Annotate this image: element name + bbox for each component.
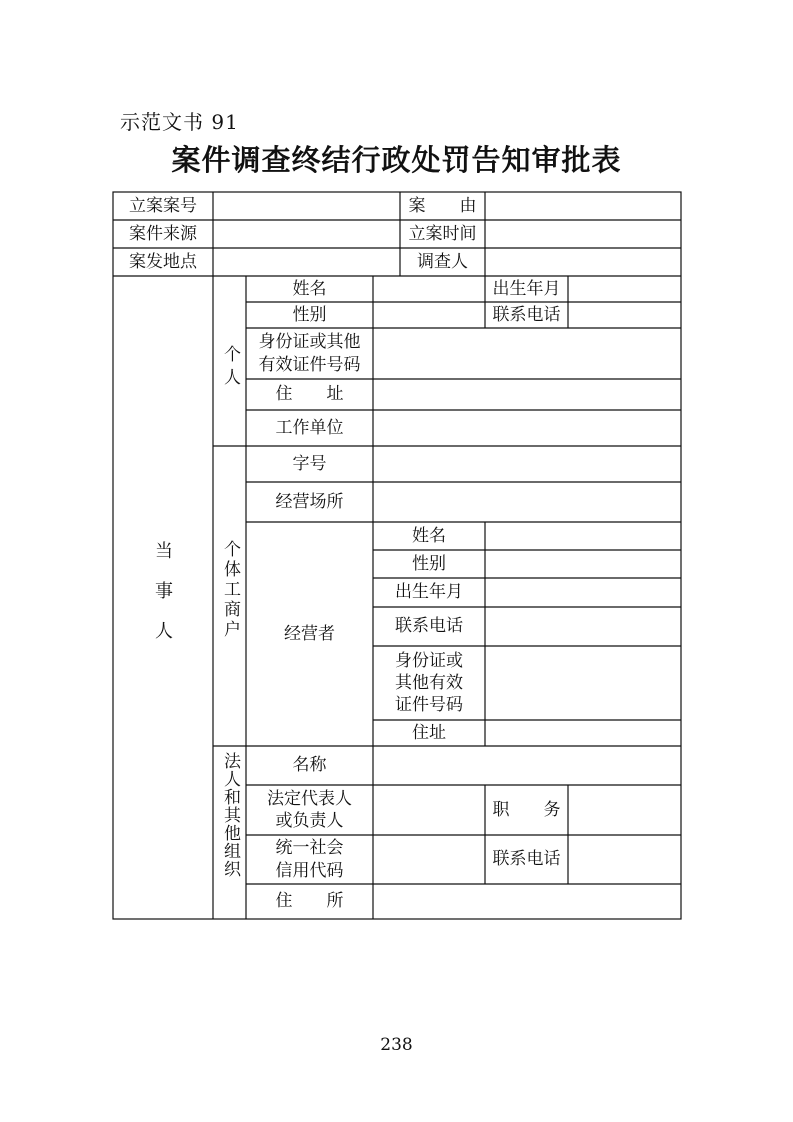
credit-code-field[interactable] bbox=[373, 835, 485, 884]
individual-phone-label: 联系电话 bbox=[492, 304, 561, 325]
individual-address-label: 住 址 bbox=[275, 384, 344, 405]
legal-rep-label bbox=[246, 785, 373, 835]
investigator-label: 调查人 bbox=[417, 251, 468, 272]
cause-label: 案 由 bbox=[408, 195, 477, 216]
individual-group-text: 个人 bbox=[220, 345, 240, 391]
filing-time-field[interactable] bbox=[485, 220, 681, 248]
individual-name-field[interactable] bbox=[373, 276, 485, 302]
operator-id-label bbox=[373, 646, 485, 720]
premises-field[interactable] bbox=[373, 482, 681, 522]
business-group-text: 个体工商户 bbox=[220, 540, 240, 640]
credit-code-line1: 统一社会 bbox=[275, 838, 344, 859]
legal-rep-line1: 法定代表人 bbox=[267, 788, 352, 809]
credit-code-line2: 信用代码 bbox=[275, 860, 344, 881]
operator-id-line3: 证件号码 bbox=[395, 695, 463, 716]
document-number: 示范文书 91 bbox=[120, 110, 239, 134]
domicile-field[interactable] bbox=[373, 884, 681, 919]
individual-address-field[interactable] bbox=[373, 379, 681, 410]
individual-gender-label: 性别 bbox=[292, 304, 327, 325]
cause-field[interactable] bbox=[485, 192, 681, 220]
operator-name-label: 姓名 bbox=[412, 525, 446, 546]
party-section-label bbox=[150, 541, 174, 641]
filing-time-label: 立案时间 bbox=[408, 223, 477, 244]
operator-id-line2: 其他有效 bbox=[395, 672, 463, 693]
individual-name-label: 姓名 bbox=[292, 278, 327, 299]
case-source-field[interactable] bbox=[213, 220, 400, 248]
page-number: 238 bbox=[380, 1035, 413, 1055]
business-group-label bbox=[218, 540, 242, 640]
individual-id-label bbox=[246, 328, 373, 379]
case-no-label: 立案案号 bbox=[129, 195, 197, 216]
legal-rep-line2: 或负责人 bbox=[275, 811, 344, 831]
operator-birth-label: 出生年月 bbox=[395, 582, 463, 603]
location-label: 案发地点 bbox=[129, 251, 197, 272]
individual-phone-field[interactable] bbox=[568, 302, 681, 328]
individual-id-line2: 有效证件号码 bbox=[258, 354, 361, 375]
page-title: 案件调查终结行政处罚告知审批表 bbox=[171, 143, 622, 177]
legal-phone-label: 联系电话 bbox=[492, 849, 561, 870]
legal-rep-field[interactable] bbox=[373, 785, 485, 835]
individual-id-line1: 身份证或其他 bbox=[258, 332, 361, 353]
operator-phone-label: 联系电话 bbox=[395, 616, 463, 637]
case-source-label: 案件来源 bbox=[129, 223, 197, 244]
trade-name-label: 字号 bbox=[292, 453, 327, 474]
operator-id-field[interactable] bbox=[485, 646, 681, 720]
trade-name-field[interactable] bbox=[373, 446, 681, 482]
individual-birth-label: 出生年月 bbox=[492, 278, 561, 299]
operator-address-field[interactable] bbox=[485, 720, 681, 746]
location-field[interactable] bbox=[213, 248, 400, 276]
operator-label: 经营者 bbox=[284, 623, 335, 644]
premises-label: 经营场所 bbox=[275, 491, 344, 512]
credit-code-label bbox=[246, 835, 373, 884]
legal-group-text: 法人和其他组织 bbox=[220, 752, 240, 878]
case-no-field[interactable] bbox=[213, 192, 400, 220]
operator-birth-field[interactable] bbox=[485, 578, 681, 607]
operator-phone-field[interactable] bbox=[485, 607, 681, 646]
org-name-label: 名称 bbox=[292, 755, 327, 776]
position-field[interactable] bbox=[568, 785, 681, 835]
party-section-text: 当 事 人 bbox=[152, 541, 173, 641]
domicile-label: 住 所 bbox=[275, 891, 344, 912]
operator-gender-field[interactable] bbox=[485, 550, 681, 578]
individual-gender-field[interactable] bbox=[373, 302, 485, 328]
individual-employer-field[interactable] bbox=[373, 410, 681, 446]
position-label: 职 务 bbox=[492, 799, 561, 820]
individual-birth-field[interactable] bbox=[568, 276, 681, 302]
operator-address-label: 住址 bbox=[412, 722, 446, 743]
legal-group-label bbox=[218, 752, 242, 878]
individual-id-field[interactable] bbox=[373, 328, 681, 379]
org-name-field[interactable] bbox=[373, 746, 681, 785]
individual-group-label bbox=[218, 345, 242, 391]
individual-employer-label: 工作单位 bbox=[275, 417, 344, 438]
investigator-field[interactable] bbox=[485, 248, 681, 276]
operator-gender-label: 性别 bbox=[412, 553, 446, 574]
operator-name-field[interactable] bbox=[485, 522, 681, 550]
operator-id-line1: 身份证或 bbox=[395, 650, 463, 671]
legal-phone-field[interactable] bbox=[568, 835, 681, 884]
